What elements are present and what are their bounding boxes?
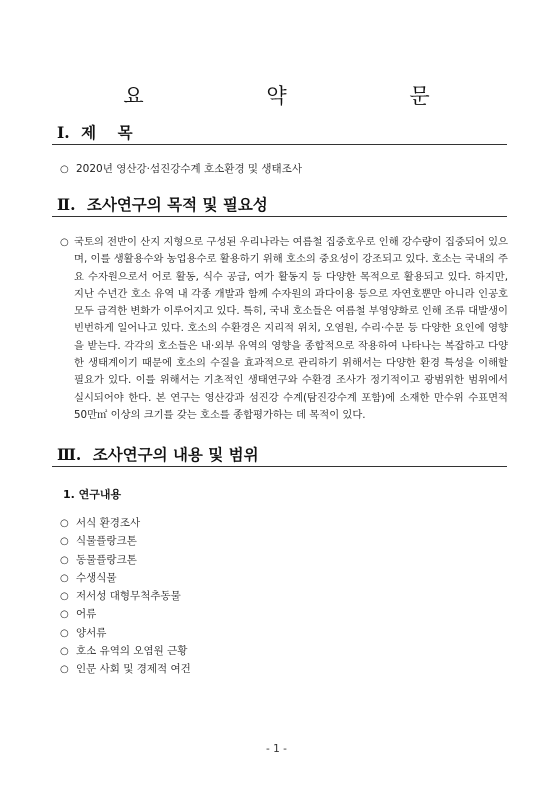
bullet-circle-icon: ○ <box>60 164 69 175</box>
section-heading-1 <box>57 121 133 143</box>
section-divider <box>52 144 507 145</box>
list-item: ○ 양서류 <box>60 624 191 642</box>
list-item: ○ 동물플랑크톤 <box>60 551 191 569</box>
page-number: - 1 - <box>266 743 287 755</box>
subsection-heading: 1. 연구내용 <box>63 488 122 501</box>
bullet-circle-icon: ○ <box>60 554 69 566</box>
list-item: ○ 인문 사회 및 경제적 여건 <box>60 660 191 678</box>
section-title: 제 목 <box>81 123 133 142</box>
bullet-circle-icon: ○ <box>60 627 69 639</box>
bullet-circle-icon: ○ <box>60 518 69 529</box>
bullet-circle-icon: ○ <box>60 237 69 248</box>
section-divider <box>52 466 507 467</box>
page-title: 요 약 문 <box>123 84 488 108</box>
list-item: ○ 어류 <box>60 605 191 623</box>
research-item-list <box>60 514 191 679</box>
section-number: Ⅰ. <box>57 123 70 142</box>
list-item: ○ 식물플랑크톤 <box>60 532 191 550</box>
list-item: ○ 저서성 대형무척추동물 <box>60 587 191 605</box>
purpose-text: 국토의 전반이 산지 지형으로 구성된 우리나라는 여름철 집중호우로 인해 강수량이 집중되어 있으며, 이를 생활용수와 농업용수로 활용하기 위해 호소의 중요성이 강조되고 있다. 호소는 국내의 주요 수자원으로서 어로 활동, 식수 공급, 여가 활동지 등 다양한 목적으로 활용되고 있다. 하지만, 지난 수년간 호소 유역 내 각종 개발과 함께 수자원의 과다이용 등으로 자연호뿐만 아니라 인공호 모두 급격한 변화가 이루어지고 있다. 특히, 국내 호소들은 여름철 부영양화로 인해 조류 대발생이 빈번하게 일어나고 있다. 호소의 수환경은 지리적 위치, 오염원, 수리·수문 등 다양한 요인에 영향을 받는다. 각각의 호소들은 내·외부 유역의 영향을 종합적으로 작용하여 나타나는 복잡하고 다양한 생태계이기 때문에 호소의 수질을 효과적으로 관리하기 위해서는 다양한 환경 특성을 이해할 필요가 있다. 이를 위해서는 기초적인 생태연구와 수환경 조사가 정기적이고 광범위한 범위에서 실시되어야 한다. 본 연구는 영산강과 섬진강 수계(탐진강수계 포함)에 소재한 만수위 수표면적 50만㎡ 이상의 크기를 갖는 호소를 종합평가하는 데 목적이 있다. <box>74 236 508 421</box>
section-heading-3 <box>57 443 259 465</box>
section-title: 조사연구의 목적 및 필요성 <box>86 195 268 214</box>
section-number: Ⅲ. <box>57 445 82 464</box>
bullet-circle-icon: ○ <box>60 609 69 621</box>
section-divider <box>52 216 507 217</box>
list-item: ○ 호소 유역의 오염원 근황 <box>60 642 191 660</box>
bullet-circle-icon: ○ <box>60 536 69 548</box>
subject-item <box>60 161 302 176</box>
list-item: ○ 수생식물 <box>60 569 191 587</box>
bullet-circle-icon: ○ <box>60 664 69 676</box>
section-number: Ⅱ. <box>57 195 76 214</box>
section-title: 조사연구의 내용 및 범위 <box>92 445 259 464</box>
section-heading-2 <box>57 193 268 215</box>
bullet-circle-icon: ○ <box>60 572 69 584</box>
list-item: ○ 서식 환경조사 <box>60 514 191 532</box>
bullet-circle-icon: ○ <box>60 646 69 658</box>
bullet-circle-icon: ○ <box>60 591 69 603</box>
subject-text: 2020년 영산강·섬진강수계 호소환경 및 생태조사 <box>76 163 302 175</box>
purpose-paragraph <box>60 234 508 424</box>
